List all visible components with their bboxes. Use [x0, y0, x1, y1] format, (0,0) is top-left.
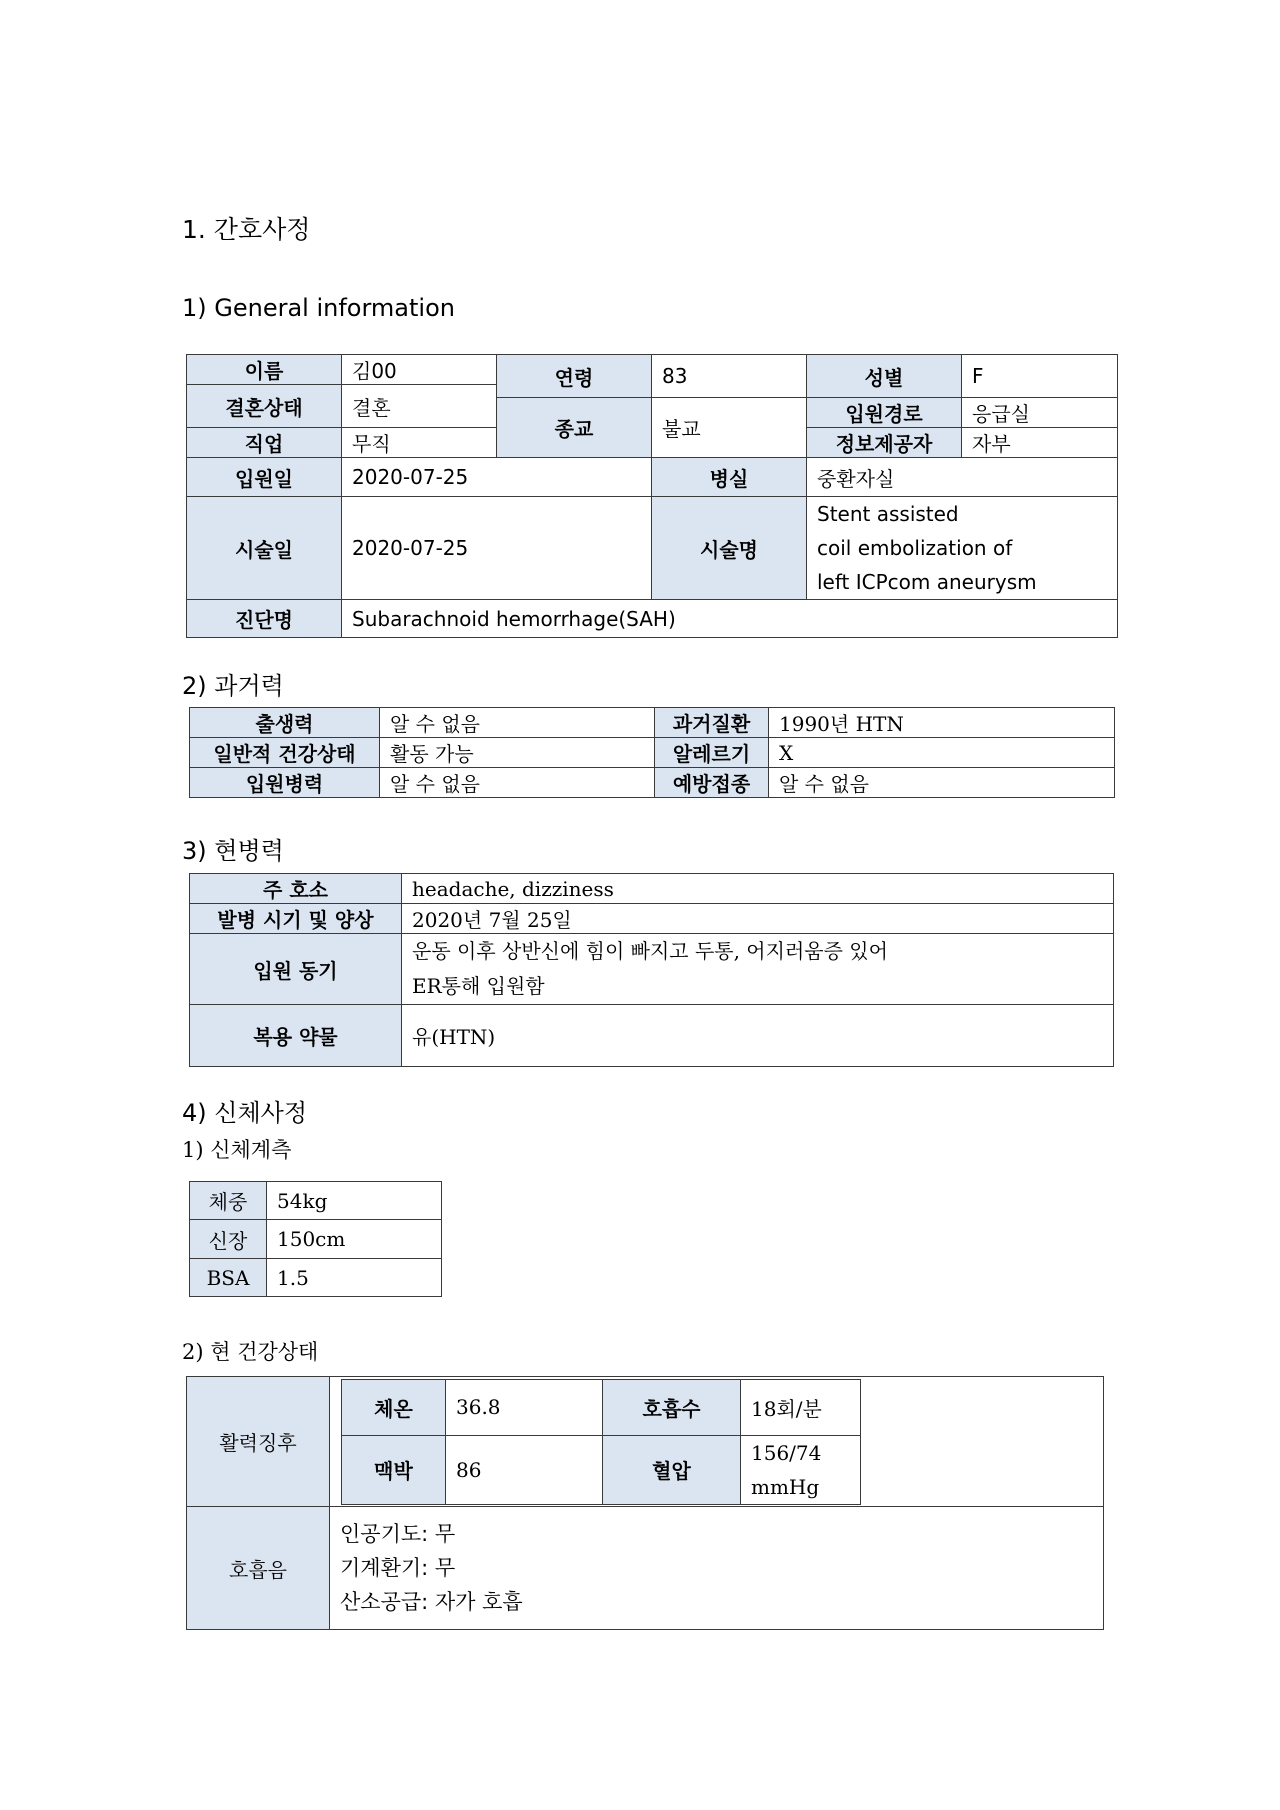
health-table [186, 1376, 1104, 1630]
procedure-date-value: 2020-07-25 [342, 497, 652, 600]
marital-label: 결혼상태 [187, 385, 342, 428]
vitals-cell [330, 1377, 1104, 1507]
allergy-label: 알레르기 [655, 738, 769, 768]
chief-complaint-label: 주 호소 [190, 874, 402, 904]
past-disease-label: 과거질환 [655, 708, 769, 738]
name-value: 김00 [342, 355, 497, 385]
past-history-heading: 2) 과거력 [182, 672, 284, 700]
section-title: 1. 간호사정 [182, 215, 311, 244]
medication-value: 유(HTN) [402, 1005, 1114, 1067]
resp-label: 호흡수 [603, 1379, 741, 1435]
admission-history-label: 입원병력 [190, 768, 380, 798]
motive-line: 운동 이후 상반신에 힘이 빠지고 두통, 어지러움증 있어 [412, 939, 888, 963]
admission-route-value: 응급실 [962, 398, 1118, 428]
motive-value [402, 934, 1114, 1005]
pulse-value: 86 [446, 1435, 603, 1504]
ward-value: 중환자실 [807, 458, 1118, 497]
informant-value: 자부 [962, 428, 1118, 458]
bp-label: 혈압 [603, 1435, 741, 1504]
medication-label: 복용 약물 [190, 1005, 402, 1067]
weight-value: 54kg [267, 1182, 442, 1220]
general-health-label: 일반적 건강상태 [190, 738, 380, 768]
present-illness-table [189, 873, 1114, 1067]
procedure-name-value [807, 497, 1118, 600]
name-label: 이름 [187, 355, 342, 385]
vitals-label: 활력징후 [187, 1377, 330, 1507]
past-disease-value: 1990년 HTN [769, 708, 1115, 738]
religion-label: 종교 [497, 398, 652, 458]
resp-value: 18회/분 [741, 1379, 861, 1435]
motive-label: 입원 동기 [190, 934, 402, 1005]
sex-label: 성별 [807, 355, 962, 398]
marital-value: 결혼 [342, 385, 497, 428]
procedure-name-line: coil embolization of [817, 536, 1013, 560]
onset-value: 2020년 7월 25일 [402, 904, 1114, 934]
ward-label: 병실 [652, 458, 807, 497]
general-info-heading: 1) General information [182, 294, 455, 322]
admission-route-label: 입원경로 [807, 398, 962, 428]
onset-label: 발병 시기 및 양상 [190, 904, 402, 934]
breath-value [330, 1507, 1104, 1630]
measures-table [189, 1181, 442, 1297]
bsa-value: 1.5 [267, 1259, 442, 1297]
pulse-label: 맥박 [342, 1435, 446, 1504]
allergy-value: X [769, 738, 1115, 768]
diagnosis-value: Subarachnoid hemorrhage(SAH) [342, 600, 1118, 638]
motive-line: ER통해 입원함 [412, 974, 545, 998]
job-value: 무직 [342, 428, 497, 458]
bp-line: 156/74 [751, 1440, 822, 1465]
chief-complaint-value: headache, dizziness [402, 874, 1114, 904]
admission-history-value: 알 수 없음 [380, 768, 655, 798]
birth-history-value: 알 수 없음 [380, 708, 655, 738]
sex-value: F [962, 355, 1118, 398]
bp-line: mmHg [751, 1474, 820, 1499]
job-label: 직업 [187, 428, 342, 458]
breath-line: 기계환기: 무 [340, 1556, 456, 1580]
height-label: 신장 [190, 1220, 267, 1259]
diagnosis-label: 진단명 [187, 600, 342, 638]
religion-value: 불교 [652, 398, 807, 458]
vaccination-value: 알 수 없음 [769, 768, 1115, 798]
procedure-name-line: left ICPcom aneurysm [817, 570, 1037, 594]
breath-line: 인공기도: 무 [340, 1522, 456, 1546]
health-heading: 2) 현 건강상태 [182, 1340, 319, 1364]
birth-history-label: 출생력 [190, 708, 380, 738]
measure-heading: 1) 신체계측 [182, 1138, 292, 1162]
informant-label: 정보제공자 [807, 428, 962, 458]
vaccination-label: 예방접종 [655, 768, 769, 798]
general-info-table [186, 354, 1118, 638]
admission-date-label: 입원일 [187, 458, 342, 497]
age-value: 83 [652, 355, 807, 398]
weight-label: 체중 [190, 1182, 267, 1220]
physical-heading: 4) 신체사정 [182, 1099, 307, 1127]
general-health-value: 활동 가능 [380, 738, 655, 768]
breath-label: 호흡음 [187, 1507, 330, 1630]
bp-value [741, 1435, 861, 1504]
admission-date-value: 2020-07-25 [342, 458, 652, 497]
height-value: 150cm [267, 1220, 442, 1259]
present-illness-heading: 3) 현병력 [182, 837, 284, 865]
procedure-name-line: Stent assisted [817, 502, 959, 526]
past-history-table [189, 707, 1115, 798]
age-label: 연령 [497, 355, 652, 398]
temp-label: 체온 [342, 1379, 446, 1435]
vitals-table [341, 1379, 861, 1505]
procedure-name-label: 시술명 [652, 497, 807, 600]
procedure-date-label: 시술일 [187, 497, 342, 600]
bsa-label: BSA [190, 1259, 267, 1297]
breath-line: 산소공급: 자가 호흡 [340, 1590, 523, 1614]
temp-value: 36.8 [446, 1379, 603, 1435]
